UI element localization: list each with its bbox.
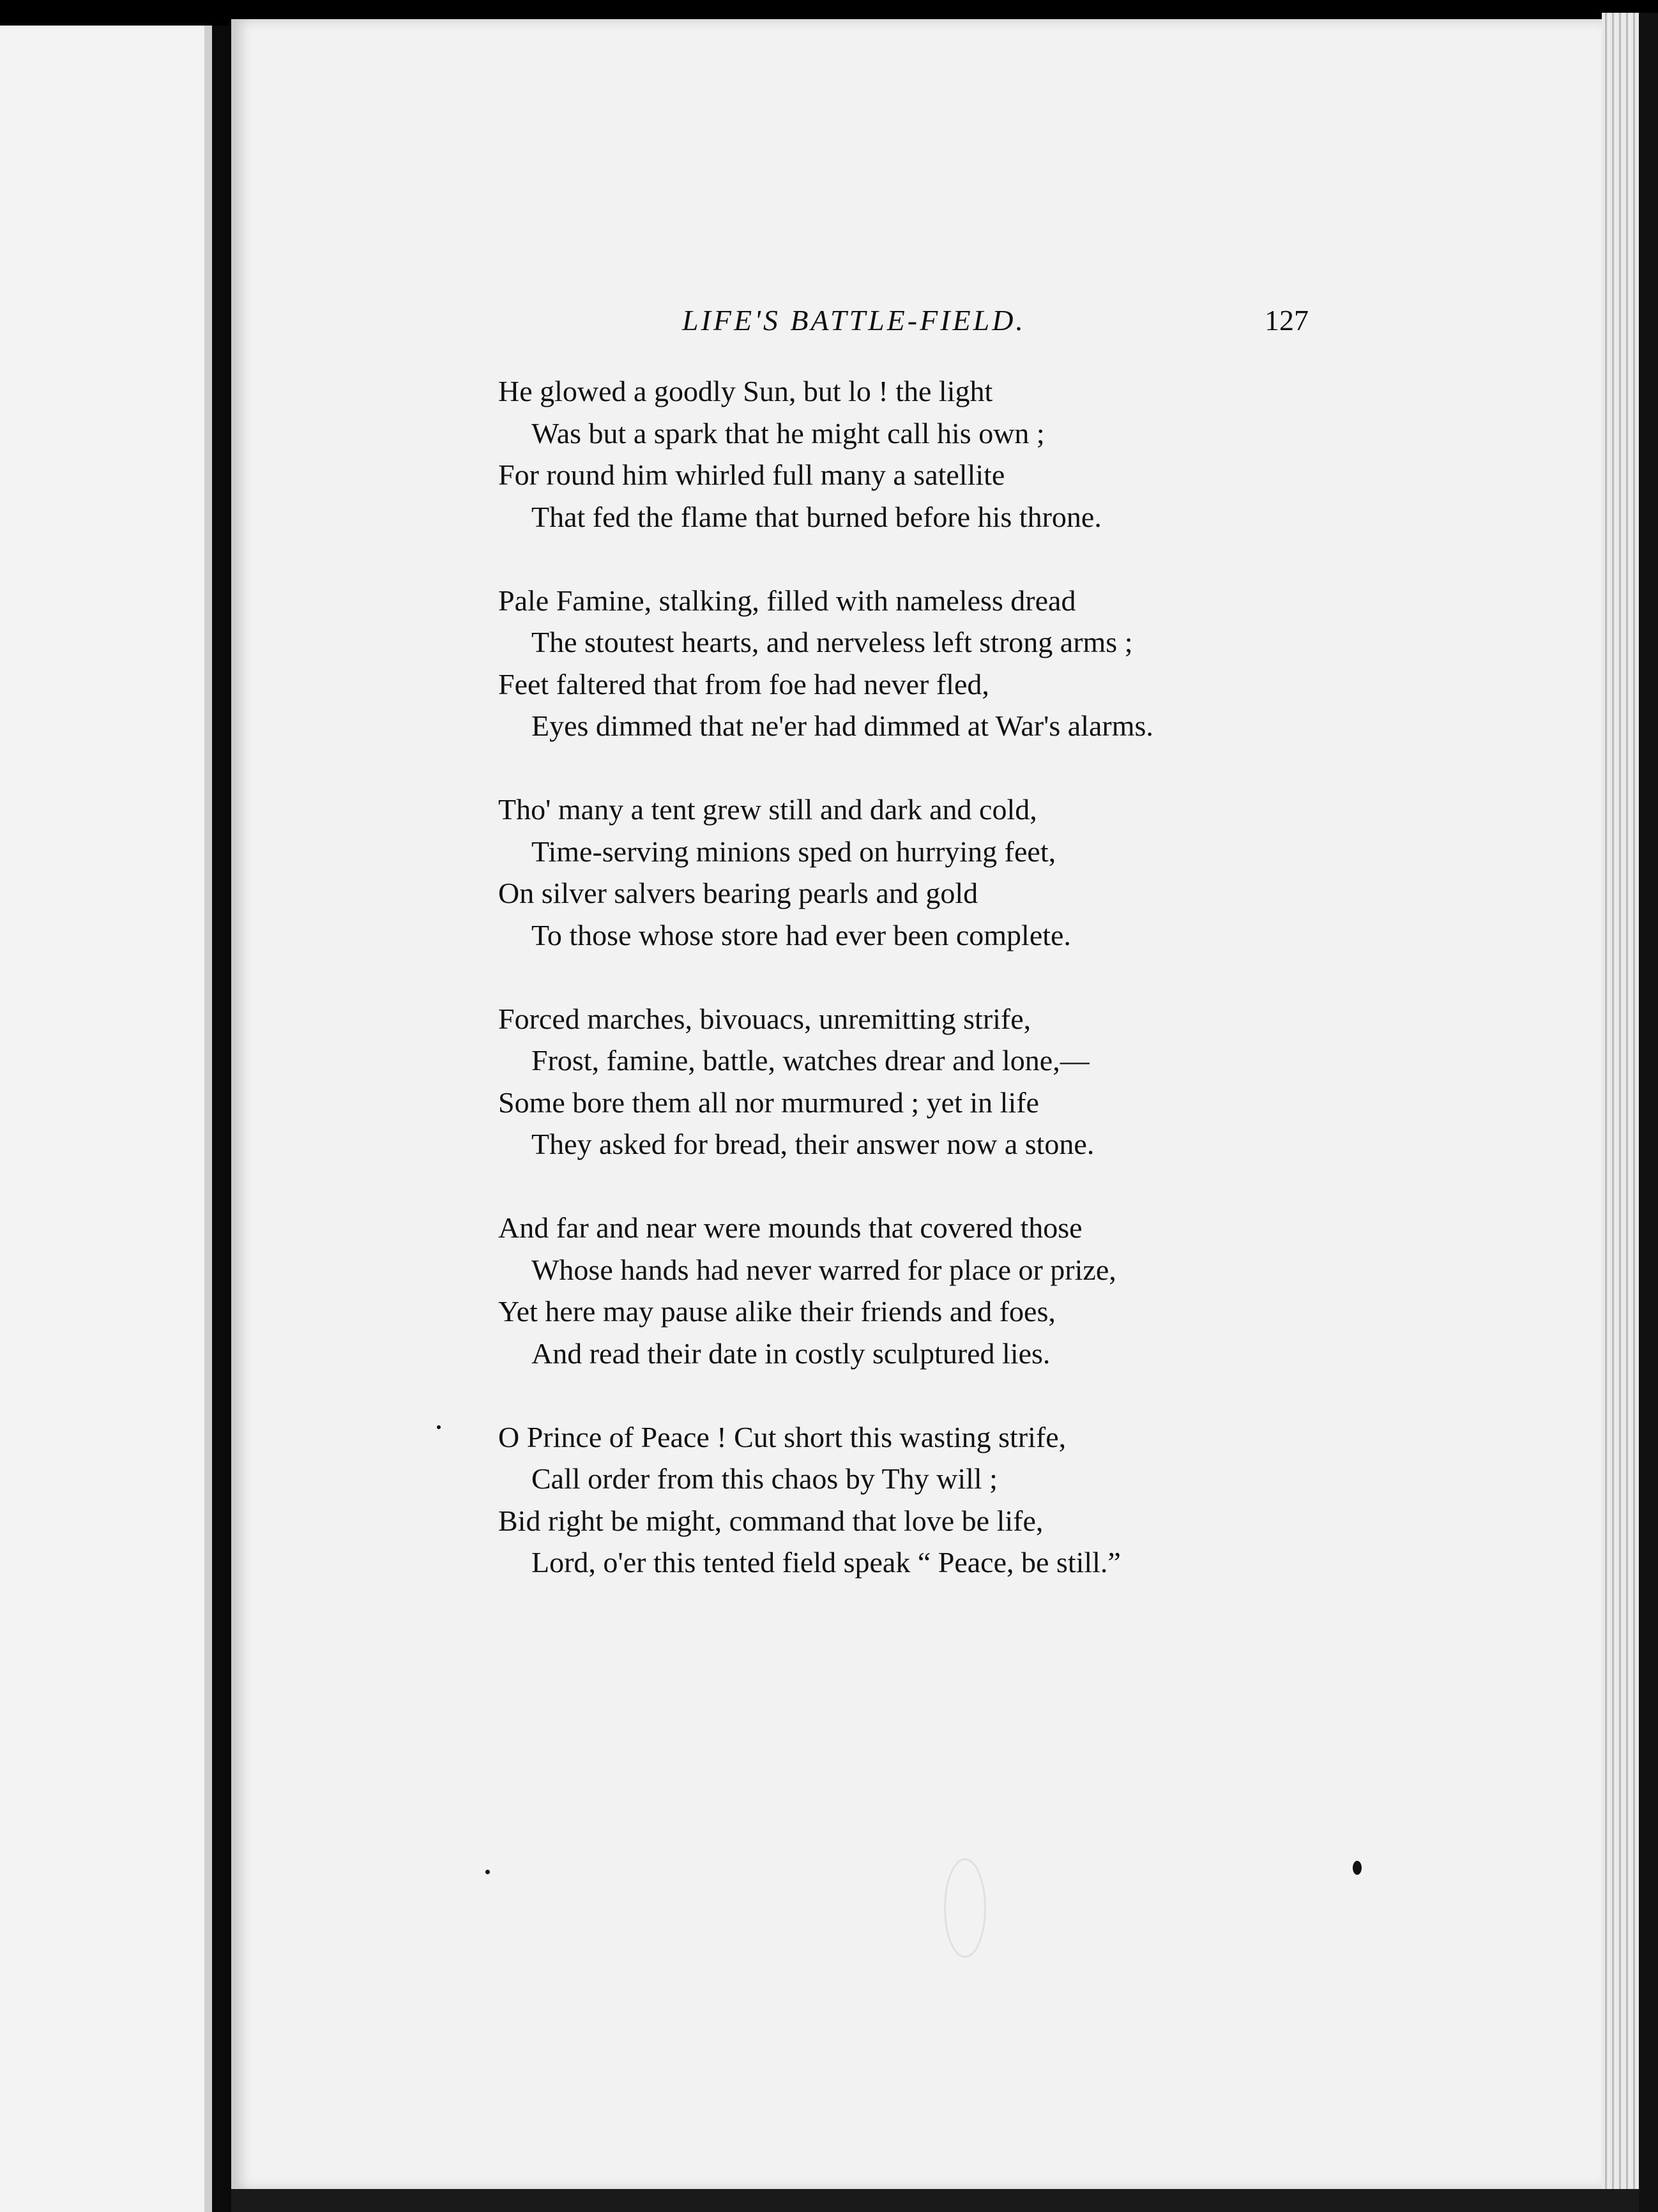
running-head [0,303,1658,342]
poem-line: Yet here may pause alike their friends and foes, [498,1295,1056,1328]
stanza [498,580,1328,747]
poem-line: He glowed a goodly Sun, but lo ! the light [498,375,993,407]
poem-line: To those whose store had ever been complete. [531,918,1071,951]
poem-line: On silver salvers bearing pearls and gold [498,877,978,909]
stanza [498,789,1328,956]
poem-line: Whose hands had never warred for place or prize, [531,1253,1116,1286]
stanza [498,1207,1328,1374]
poem-line: O Prince of Peace ! Cut short this wasting strife, [498,1420,1067,1453]
poem-line: Was but a spark that he might call his own ; [531,416,1045,450]
scan-speck [437,1425,441,1429]
facing-page-shadow [204,26,212,2212]
poem-line: That fed the flame that burned before his throne. [531,500,1102,533]
stanza [498,998,1328,1165]
poem-line: And far and near were mounds that covered those [498,1211,1083,1244]
poem-line: And read their date in costly sculptured lies. [531,1337,1051,1370]
poem-line: Feet faltered that from foe had never fled, [498,667,989,701]
poem-line: They asked for bread, their answer now a stone. [531,1128,1095,1160]
poem-line: Lord, o'er this tented field speak “ Peace, be still.” [531,1546,1121,1579]
page-number: 127 [1265,304,1309,337]
poem-line: For round him whirled full many a satellite [498,458,1005,491]
book-gutter [212,26,231,2212]
poem-line: Bid right be might, command that love be life, [498,1504,1044,1537]
poem-line: The stoutest hearts, and nerveless left strong arms ; [531,626,1133,658]
poem [498,370,1328,1625]
running-title: LIFE'S BATTLE-FIELD. [682,304,1026,337]
stanza [498,370,1328,538]
facing-page-edge [0,26,204,2212]
scan-border-right [1639,13,1658,2212]
scan-smudge [944,1858,986,1958]
scan-speck [485,1870,490,1874]
scan-speck [1353,1861,1362,1875]
poem-line: Some bore them all nor murmured ; yet in life [498,1086,1039,1119]
stanza [498,1416,1328,1584]
poem-line: Eyes dimmed that ne'er had dimmed at War's alarms. [531,709,1153,742]
poem-line: Call order from this chaos by Thy will ; [531,1462,998,1495]
poem-line: Frost, famine, battle, watches drear and lone,— [531,1044,1090,1077]
scan-border-bottom [231,2189,1639,2212]
poem-line: Time-serving minions sped on hurrying feet, [531,835,1056,868]
poem-line: Tho' many a tent grew still and dark and cold, [498,793,1037,826]
poem-line: Pale Famine, stalking, filled with nameless dread [498,584,1076,617]
poem-line: Forced marches, bivouacs, unremitting strife, [498,1002,1031,1035]
